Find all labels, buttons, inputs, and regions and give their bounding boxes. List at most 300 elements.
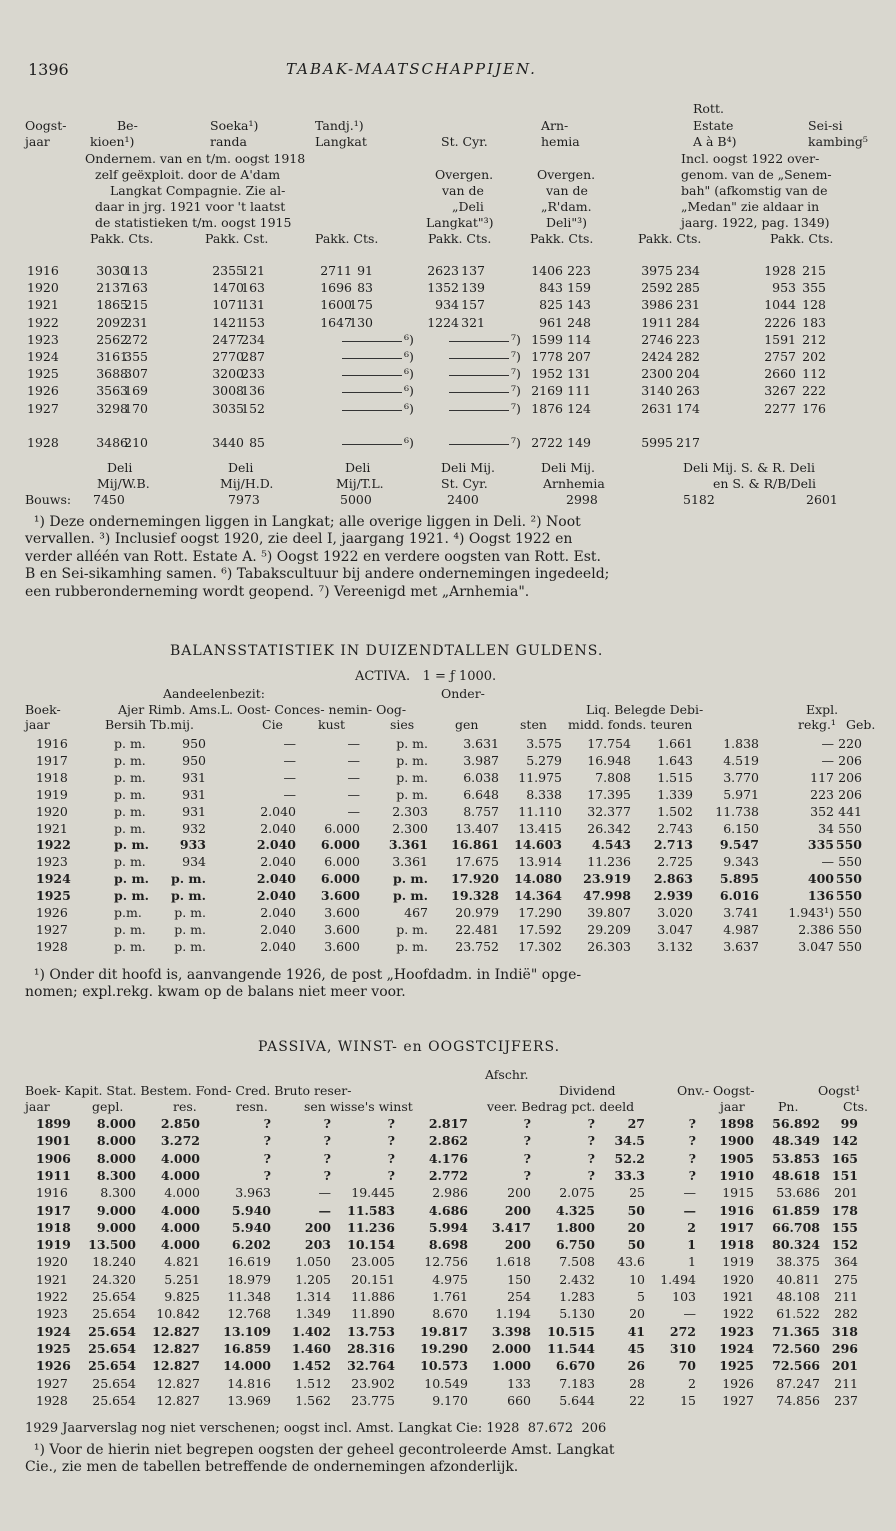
table-cell: ? (323, 1150, 331, 1166)
table-cell: 6.038 (463, 769, 499, 785)
table-cell: 932 (182, 820, 206, 836)
column-header: Dividend (559, 1083, 616, 1098)
table-cell: 17.920 (451, 871, 499, 887)
table-cell: 1071 (212, 297, 244, 313)
table-cell: p. m. (114, 854, 146, 870)
table-cell: 307 (124, 366, 148, 382)
table-cell: 3.361 (388, 837, 428, 853)
table-cell: 6.648 (463, 786, 499, 802)
owner-label: 2400 (447, 492, 479, 507)
passiva-title: PASSIVA, WINST- en OOGSTCIJFERS. (258, 1039, 561, 1055)
table-cell: 23.005 (351, 1254, 395, 1270)
table-cell: 1925 (36, 888, 71, 904)
table-cell: 2.300 (392, 820, 428, 836)
column-header: Sei-si (808, 118, 843, 133)
table-cell: 124 (567, 400, 591, 416)
table-cell: 1919 (36, 1237, 71, 1253)
table-cell: 223 (676, 331, 700, 347)
table-cell: 5995 (641, 435, 673, 450)
table-cell: 223 (567, 263, 591, 278)
table-cell: 1470 (212, 280, 244, 296)
column-header: Langkat"³) (426, 215, 494, 230)
table-cell: 3.963 (235, 1185, 271, 1201)
table-cell: 130 (349, 314, 373, 330)
table-cell: 5.994 (428, 1219, 468, 1235)
table-cell: 4.000 (160, 1202, 200, 1218)
table-cell: p. m. (396, 786, 428, 802)
table-cell: 1600 (320, 297, 352, 313)
table-cell: 1924 (36, 1323, 71, 1339)
table-cell: 263 (676, 383, 700, 399)
table-cell: 2.075 (559, 1185, 595, 1201)
column-header: Rott. (693, 101, 724, 116)
column-header: Cts. (843, 1099, 868, 1114)
table-cell: 282 (676, 349, 700, 364)
table-cell: 103 (672, 1289, 696, 1304)
table-cell: 3298 (96, 400, 128, 416)
table-cell: 7.183 (559, 1375, 595, 1391)
table-cell: 1928 (27, 435, 59, 450)
table-cell: 11.236 (587, 854, 631, 870)
table-cell: 3.987 (463, 752, 499, 768)
table-cell: 1876 (531, 400, 563, 416)
owner-label: Bouws: (25, 492, 72, 507)
table-cell: p. m. (396, 736, 428, 751)
table-cell: 3.575 (526, 736, 562, 751)
table-cell: — (347, 736, 360, 751)
table-cell: 8.300 (96, 1167, 136, 1183)
table-cell: 26.342 (587, 820, 631, 836)
table-cell: 8.000 (96, 1150, 136, 1166)
table-cell: 1.761 (432, 1289, 468, 1304)
table-cell: ? (688, 1150, 696, 1166)
table-cell: 3486 (96, 435, 128, 450)
column-header: Langkat Compagnie. Zie al- (110, 183, 286, 198)
table-cell: 142 (831, 1133, 858, 1149)
table-cell: 23.775 (351, 1392, 395, 1408)
table-cell: 1923 (36, 854, 68, 870)
table-cell: 11.544 (547, 1340, 595, 1356)
table-cell: 3030 (96, 263, 128, 278)
table-cell: 6.202 (231, 1237, 271, 1253)
column-header: Ajer Rimb. Ams.L. Oost- Conces- nemin- Oog- (118, 702, 407, 717)
table-cell: 72.560 (772, 1340, 820, 1356)
table-cell: — (821, 854, 834, 870)
footnote-line: nomen; expl.rekg. kwam op de balans niet meer voor. (25, 984, 406, 1000)
table-cell: 1916 (36, 1185, 68, 1201)
column-header: gen (455, 717, 479, 732)
table-cell: 2746 (641, 331, 673, 347)
table-cell: 1919 (36, 786, 68, 802)
table-cell: 14.603 (514, 837, 562, 853)
column-header: Overgen. (537, 167, 596, 182)
table-cell: 4.176 (428, 1150, 468, 1166)
table-cell: 1.562 (295, 1392, 331, 1408)
table-cell: 1910 (719, 1167, 754, 1183)
footnote-line: Cie., zie men de tabellen betreffende de ondernemingen afzonderlijk. (25, 1459, 519, 1475)
owner-label: Arnhemia (543, 476, 605, 491)
column-header: „Deli (452, 199, 484, 214)
table-cell: 2.432 (559, 1271, 595, 1287)
table-cell: 4.000 (160, 1237, 200, 1253)
table-cell: 1921 (36, 820, 68, 836)
table-cell: 1920 (36, 803, 68, 819)
table-cell: 15 (680, 1392, 696, 1408)
table-cell: 318 (831, 1323, 858, 1339)
table-cell: 1.050 (295, 1254, 331, 1270)
table-cell: 174 (676, 400, 700, 416)
column-header: van de (442, 183, 484, 198)
table-cell: p. m. (396, 752, 428, 768)
table-cell: 272 (669, 1323, 696, 1339)
activa-subtitle: ACTIVA. 1 = ƒ 1000. (355, 669, 497, 684)
table-cell: 1921 (722, 1289, 754, 1304)
column-header: Tandj.¹) (315, 118, 364, 133)
table-cell: 1916 (719, 1202, 754, 1218)
table-cell: 6.150 (723, 820, 759, 836)
column-header: Expl. (806, 702, 839, 717)
table-cell: 2.863 (653, 871, 693, 887)
table-cell: 1898 (719, 1116, 754, 1131)
table-cell: 157 (461, 297, 485, 313)
table-cell: 3008 (212, 383, 244, 399)
table-cell: 1778 (531, 349, 563, 364)
footnote-line: een rubberonderneming wordt geopend. ⁷) Vereenigd met „Arnhemia". (25, 583, 530, 600)
table-cell: ? (387, 1133, 395, 1149)
table-cell: 3161 (96, 349, 128, 364)
table-cell: 5.279 (526, 752, 562, 768)
table-cell: 2.986 (432, 1185, 468, 1201)
table-cell: 202 (802, 349, 826, 364)
table-cell: 19.817 (420, 1323, 468, 1339)
table-cell: ? (523, 1116, 531, 1131)
table-cell: 961 (539, 314, 563, 330)
table-cell: — (683, 1306, 696, 1322)
dash-line (342, 444, 402, 445)
table-cell: 1924 (719, 1340, 754, 1356)
column-header: Oogst- (25, 118, 67, 133)
table-cell: 3.047 (657, 921, 693, 937)
table-cell: 550 (838, 905, 862, 920)
column-header: de statistieken t/m. oogst 1915 (95, 215, 292, 230)
table-cell: 20.979 (455, 905, 499, 920)
table-cell: 4.000 (160, 1150, 200, 1166)
table-cell: 16.859 (223, 1340, 271, 1356)
table-cell: 38.375 (776, 1254, 820, 1270)
table-cell: p. m. (114, 871, 150, 887)
table-cell: 1926 (36, 905, 68, 920)
table-cell: 113 (124, 263, 148, 278)
table-cell: ? (688, 1116, 696, 1131)
column-header: genom. van de „Senem- (681, 167, 832, 182)
table-cell: ⁶) (404, 331, 414, 347)
column-header: hemia (541, 134, 580, 149)
table-cell: 3.631 (463, 736, 499, 751)
table-cell: ⁷) (511, 400, 521, 416)
table-cell: 2.386 (798, 921, 834, 937)
table-cell: 12.827 (152, 1340, 200, 1356)
table-cell: 931 (182, 803, 206, 819)
owner-label: 2998 (566, 492, 598, 507)
column-header: Estate (693, 118, 734, 133)
dash-line (342, 341, 402, 342)
table-cell: 1920 (722, 1271, 754, 1287)
table-cell: 18.240 (92, 1254, 136, 1270)
table-cell: 1.452 (291, 1358, 331, 1374)
table-cell: 550 (835, 888, 862, 904)
table-cell: p. m. (114, 921, 146, 937)
table-cell: 13.753 (347, 1323, 395, 1339)
table-cell: 11.975 (518, 769, 562, 785)
table-cell: 2770 (212, 349, 244, 364)
table-cell: 5.251 (164, 1271, 200, 1287)
table-cell: 3.417 (491, 1219, 531, 1235)
table-cell: 128 (802, 297, 826, 313)
table-cell: ? (587, 1133, 595, 1149)
table-cell: 11.110 (518, 803, 562, 819)
table-cell: 2.303 (392, 803, 428, 819)
table-cell: 215 (802, 263, 826, 278)
table-cell: 17.675 (455, 854, 499, 870)
table-cell: 32.377 (587, 803, 631, 819)
table-cell: p. m. (114, 769, 146, 785)
table-cell: 14.000 (223, 1358, 271, 1374)
table-cell: 12.768 (227, 1306, 271, 1322)
table-cell: ⁶) (404, 435, 414, 450)
table-cell: 233 (241, 366, 265, 382)
table-cell: 201 (831, 1358, 858, 1374)
table-cell: 1352 (427, 280, 459, 296)
table-cell: 165 (831, 1150, 858, 1166)
table-cell: 1.800 (555, 1219, 595, 1235)
table-cell: 24.320 (92, 1271, 136, 1287)
footnote-line: verder alléén van Rott. Estate A. ⁵) Oogst 1922 en verdere oogsten van Rott. Est. (25, 548, 601, 565)
table-cell: 1922 (36, 1289, 68, 1304)
table-cell: 85 (249, 435, 265, 450)
table-cell: 1 (687, 1237, 696, 1253)
owner-label: 2601 (806, 492, 838, 507)
table-cell: 4.975 (432, 1271, 468, 1287)
table-cell: 34 (818, 820, 834, 836)
table-cell: ? (587, 1150, 595, 1166)
column-header: jaar (720, 1099, 745, 1114)
table-cell: 112 (802, 366, 826, 382)
footnote-line: ¹) Deze ondernemingen liggen in Langkat; alle overige liggen in Deli. ²) Noot (25, 514, 581, 530)
table-cell: 2722 (531, 435, 563, 450)
table-cell: 2631 (641, 400, 673, 416)
owner-label: Deli (107, 460, 133, 475)
table-cell: 17.395 (587, 786, 631, 802)
table-cell: 3.770 (723, 769, 759, 785)
table-cell: 61.522 (776, 1306, 820, 1322)
table-cell: 931 (182, 769, 206, 785)
table-cell: 9.000 (96, 1202, 136, 1218)
table-cell: 131 (241, 297, 265, 313)
column-header: Deli"³) (546, 215, 588, 230)
table-cell: p. m. (170, 888, 206, 904)
table-cell: 1921 (36, 1271, 68, 1287)
dash-line (342, 410, 402, 411)
table-cell: 1924 (27, 349, 59, 364)
table-cell: 70 (678, 1358, 696, 1374)
table-cell: 296 (831, 1340, 858, 1356)
table-cell: 364 (834, 1254, 858, 1270)
column-header: Incl. oogst 1922 over- (681, 151, 820, 166)
table-cell: 2.040 (260, 905, 296, 920)
table-cell: 53.853 (772, 1150, 820, 1166)
table-cell: ⁷) (511, 435, 521, 450)
table-cell: 5.130 (559, 1306, 595, 1322)
table-cell: 2.040 (256, 837, 296, 853)
table-cell: — (283, 786, 296, 802)
table-cell: 16.861 (451, 837, 499, 853)
table-cell: p. m. (396, 769, 428, 785)
table-cell: 660 (507, 1392, 531, 1408)
table-cell: 152 (241, 400, 265, 416)
column-header: Oogst¹ (818, 1083, 861, 1098)
footnote-line: ¹) Onder dit hoofd is, aanvangende 1926, de post „Hoofdadm. in Indië" opge- (25, 967, 582, 983)
table-cell: ? (323, 1167, 331, 1183)
table-cell: ? (323, 1116, 331, 1131)
table-cell: p. m. (396, 938, 428, 954)
table-cell: 17.302 (518, 938, 562, 954)
table-cell: 3986 (641, 297, 673, 313)
table-cell: p. m. (114, 803, 146, 819)
table-cell: 1928 (36, 1392, 68, 1408)
table-cell: 2424 (641, 349, 673, 364)
table-cell: 4.000 (160, 1219, 200, 1235)
table-cell: 287 (241, 349, 265, 364)
table-cell: 169 (124, 383, 148, 399)
table-cell: 13.407 (455, 820, 499, 836)
table-cell: 1.339 (657, 786, 693, 802)
table-cell: 2 (688, 1375, 696, 1391)
table-cell: 20.151 (351, 1271, 395, 1287)
table-cell: — (347, 803, 360, 819)
table-cell: 139 (461, 280, 485, 296)
table-cell: 151 (831, 1167, 858, 1183)
table-cell: 550 (835, 837, 862, 853)
table-cell: 155 (831, 1219, 858, 1235)
table-cell: 2.040 (260, 854, 296, 870)
column-header: Onder- (441, 686, 485, 701)
table-cell: 10.515 (547, 1323, 595, 1339)
table-cell: 12.827 (152, 1358, 200, 1374)
table-cell: 206 (838, 786, 862, 802)
table-cell: ⁶) (404, 366, 414, 382)
table-cell: 45 (627, 1340, 645, 1356)
table-cell: 178 (831, 1202, 858, 1218)
table-cell: 1923 (27, 331, 59, 347)
table-cell: 220 (838, 736, 862, 751)
table-cell: 352 (810, 803, 834, 819)
table-cell: 1918 (36, 1219, 71, 1235)
column-header: Afschr. (485, 1067, 529, 1082)
table-cell: 3975 (641, 263, 673, 278)
table-cell: 13.914 (518, 854, 562, 870)
table-cell: 1044 (764, 297, 796, 313)
table-cell: 143 (567, 297, 591, 313)
table-cell: ? (323, 1133, 331, 1149)
table-cell: 1928 (36, 938, 68, 954)
table-cell: 2660 (764, 366, 796, 382)
table-cell: — (283, 769, 296, 785)
table-cell: — (347, 786, 360, 802)
table-cell: 25.654 (92, 1306, 136, 1322)
table-cell: 22.481 (455, 921, 499, 937)
column-header: „Medan" zie aldaar in (681, 199, 820, 214)
table-cell: 3.361 (392, 854, 428, 870)
table-cell: 206 (838, 769, 862, 785)
table-cell: 3035 (212, 400, 244, 416)
column-header: Pakk. Cts. (530, 231, 594, 246)
table-cell: 163 (124, 280, 148, 296)
table-cell: 1923 (719, 1323, 754, 1339)
table-cell: 6.000 (320, 871, 360, 887)
table-cell: 136 (807, 888, 834, 904)
table-cell: 200 (504, 1237, 531, 1253)
footnote-line: ¹) Voor de hierin niet begrepen oogsten der geheel gecontroleerde Amst. Langkat (25, 1442, 615, 1458)
table-cell: 2562 (96, 331, 128, 347)
table-cell: 282 (834, 1306, 858, 1322)
table-cell: 133 (507, 1375, 531, 1391)
column-header: Overgen. (435, 167, 494, 182)
table-cell: p. m. (114, 837, 150, 853)
table-cell: 12.756 (424, 1254, 468, 1270)
table-cell: 25.654 (88, 1340, 136, 1356)
table-cell: 3.047 (798, 938, 834, 954)
table-cell: 1406 (531, 263, 563, 278)
column-header: Aandeelenbezit: (163, 686, 265, 701)
table-cell: 23.919 (583, 871, 631, 887)
table-cell: 934 (182, 854, 206, 870)
column-header: jaar (25, 1099, 50, 1114)
table-cell: 310 (669, 1340, 696, 1356)
column-header: jaar (25, 717, 50, 732)
table-cell: 17.290 (518, 905, 562, 920)
table-cell: 11.583 (347, 1202, 395, 1218)
table-cell: 7.508 (559, 1254, 595, 1270)
table-cell: 204 (676, 366, 700, 382)
table-cell: 200 (304, 1219, 331, 1235)
column-header: res. (173, 1099, 197, 1114)
table-cell: 11.890 (351, 1306, 395, 1322)
table-cell: ⁷) (511, 349, 521, 364)
table-cell: 6.000 (324, 854, 360, 870)
table-cell: p. m. (174, 938, 206, 954)
table-cell: 3.600 (320, 888, 360, 904)
table-cell: 550 (838, 820, 862, 836)
table-cell: p. m. (392, 871, 428, 887)
column-header: bah" (afkomstig van de (681, 183, 828, 198)
table-cell: 200 (504, 1202, 531, 1218)
table-cell: 248 (567, 314, 591, 330)
table-cell: 7.808 (595, 769, 631, 785)
column-header: sen wisse's winst (304, 1099, 413, 1114)
table-cell: 1922 (36, 837, 71, 853)
table-cell: 22 (629, 1392, 645, 1408)
table-cell: 1 (688, 1254, 696, 1270)
table-cell: 207 (567, 349, 591, 364)
table-cell: 27 (627, 1116, 645, 1131)
table-cell: 9.170 (432, 1392, 468, 1408)
table-cell: 17.754 (587, 736, 631, 751)
table-cell: 6.670 (555, 1358, 595, 1374)
owner-label: Deli Mij. S. & R. Deli (683, 460, 815, 475)
table-cell: ? (688, 1167, 696, 1183)
table-cell: 550 (838, 854, 862, 870)
table-cell: 2137 (96, 280, 128, 296)
